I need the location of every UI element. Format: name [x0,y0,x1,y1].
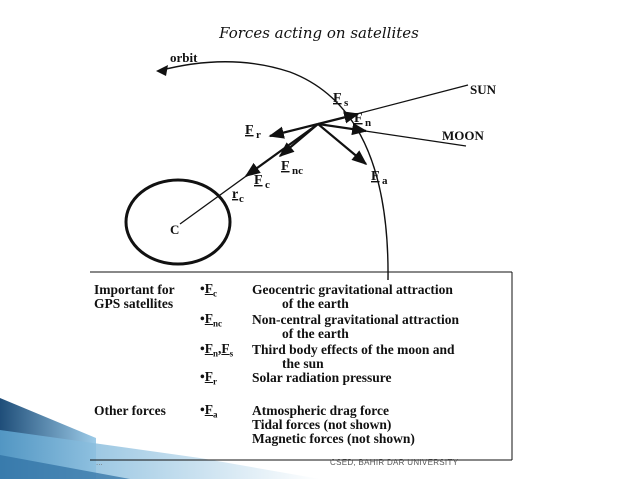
orbit-label: orbit [170,50,198,65]
svg-text:c: c [265,179,270,191]
footer-text: CSED, BAHIR DAR UNIVERSITY [330,458,459,467]
legend-symbol-fa: $•F_a$ [200,402,218,420]
center-label: C [170,222,180,237]
force-label-fr [245,123,261,141]
legend-text-fn-fs-line1: Third body effects of the moon and [252,342,455,357]
legend-text-fr: Solar radiation pressure [252,370,392,385]
svg-text:F: F [254,173,263,188]
legend-text-fnc-line1: Non-central gravitational attraction [252,312,459,327]
svg-text:F: F [333,91,342,106]
moon-label: MOON [442,128,484,143]
svg-text:F: F [281,159,290,174]
orbit-arrowhead [156,65,168,76]
force-label-fn [354,111,371,129]
svg-text:r: r [232,187,239,202]
svg-text:nc: nc [292,165,303,177]
radius-label-rc [232,187,244,205]
legend-symbol-fn-fs: $•F_n,F_s$ [200,341,234,359]
legend-text-fa-line2: Tidal forces (not shown) [252,417,392,432]
legend-symbol-fnc: $•F_{nc}$ [200,311,222,329]
orbit-arc [158,62,388,280]
footer-left-text: ... [96,458,103,467]
svg-text:F: F [371,169,380,184]
svg-text:c: c [239,193,244,205]
svg-text:a: a [382,175,388,187]
slide-title: Forces acting on satellites [219,24,419,42]
legend-group-important-line1: Important for [94,282,175,297]
legend-text-fn-fs-line2: the sun [282,356,324,371]
fs-arrow [318,114,358,124]
force-label-fc [254,173,270,191]
legend-symbol-fc: $•F_c$ [200,281,217,299]
svg-text:r: r [256,129,261,141]
legend-group-other: Other forces [94,403,166,418]
legend-symbol-fr: $•F_r$ [200,369,217,387]
legend-text-fa-line3: Magnetic forces (not shown) [252,431,415,446]
legend-text-fc-line1: Geocentric gravitational attraction [252,282,453,297]
sun-label: SUN [470,82,497,97]
svg-text:n: n [365,117,372,129]
legend-text-fc-line2: of the earth [282,296,349,311]
svg-text:s: s [344,97,349,109]
legend-group-important-line2: GPS satellites [94,296,174,311]
force-label-fnc [281,159,303,177]
force-label-fa [371,169,388,187]
legend-text-fnc-line2: of the earth [282,326,349,341]
svg-text:F: F [245,123,254,138]
legend-text-fa-line1: Atmospheric drag force [252,403,389,418]
svg-text:F: F [354,111,363,126]
